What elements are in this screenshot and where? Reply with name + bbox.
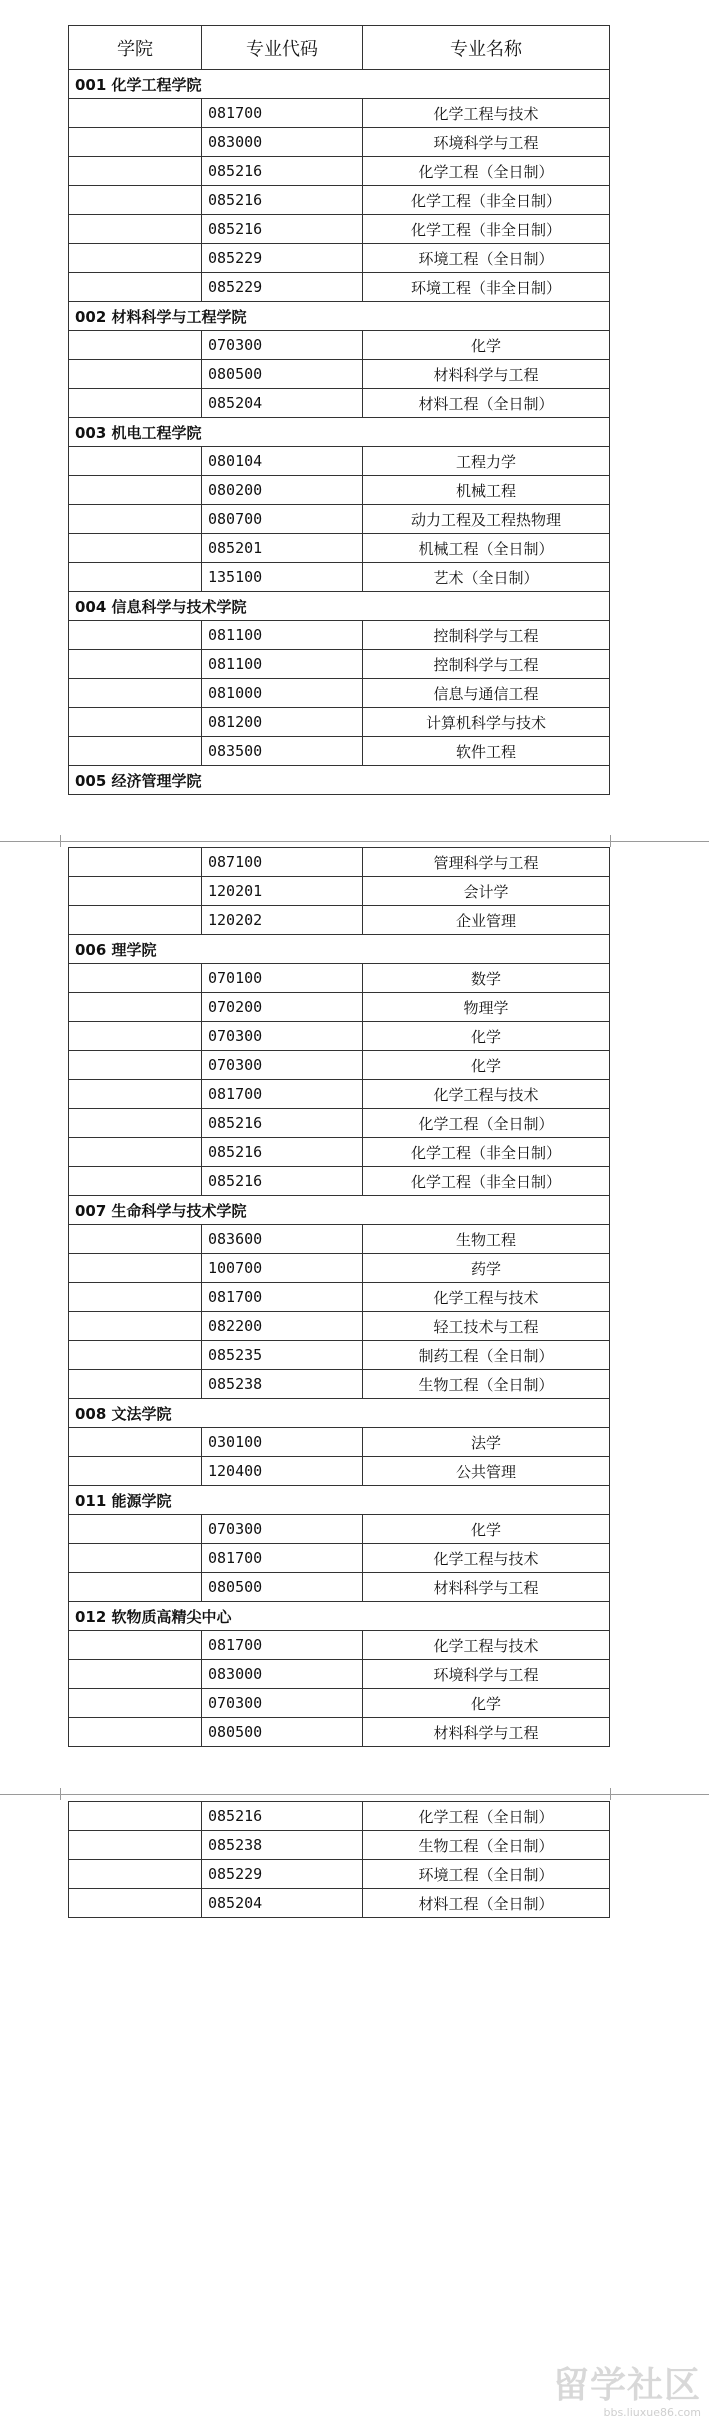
major-name: 机械工程（全日制） xyxy=(363,534,610,563)
college-cell xyxy=(69,534,202,563)
college-cell xyxy=(69,1802,202,1831)
major-code: 081200 xyxy=(202,708,363,737)
college-cell xyxy=(69,1312,202,1341)
major-code: 085229 xyxy=(202,273,363,302)
table-row xyxy=(69,157,610,186)
major-name: 材料科学与工程 xyxy=(363,1573,610,1602)
watermark-brand: 留学社区 xyxy=(552,2365,701,2406)
table-row xyxy=(69,1370,610,1399)
major-code: 085216 xyxy=(202,186,363,215)
table-row xyxy=(69,1312,610,1341)
college-cell xyxy=(69,128,202,157)
major-name: 化学工程（全日制） xyxy=(363,1802,610,1831)
table-row xyxy=(69,1660,610,1689)
major-name: 动力工程及工程热物理 xyxy=(363,505,610,534)
major-code: 081700 xyxy=(202,1631,363,1660)
table-row xyxy=(69,1544,610,1573)
college-cell xyxy=(69,1573,202,1602)
major-name: 环境科学与工程 xyxy=(363,1660,610,1689)
college-name: 006 理学院 xyxy=(69,935,610,964)
college-cell xyxy=(69,186,202,215)
college-name: 011 能源学院 xyxy=(69,1486,610,1515)
major-code: 085216 xyxy=(202,1167,363,1196)
major-code: 087100 xyxy=(202,848,363,877)
college-cell xyxy=(69,244,202,273)
college-name: 005 经济管理学院 xyxy=(69,766,610,795)
table-row xyxy=(69,1022,610,1051)
college-name: 008 文法学院 xyxy=(69,1399,610,1428)
header-college: 学院 xyxy=(69,26,202,70)
college-cell xyxy=(69,1022,202,1051)
college-row xyxy=(69,766,610,795)
major-name: 制药工程（全日制） xyxy=(363,1341,610,1370)
college-cell xyxy=(69,1341,202,1370)
table-row xyxy=(69,1109,610,1138)
table-row xyxy=(69,186,610,215)
major-name: 计算机科学与技术 xyxy=(363,708,610,737)
major-name: 化学 xyxy=(363,1051,610,1080)
major-code: 120400 xyxy=(202,1457,363,1486)
college-name: 003 机电工程学院 xyxy=(69,418,610,447)
table-row xyxy=(69,128,610,157)
major-name: 化学工程与技术 xyxy=(363,1080,610,1109)
major-name: 化学工程与技术 xyxy=(363,1544,610,1573)
table-row xyxy=(69,1457,610,1486)
major-code: 070300 xyxy=(202,1689,363,1718)
major-name: 机械工程 xyxy=(363,476,610,505)
major-name: 信息与通信工程 xyxy=(363,679,610,708)
major-code: 082200 xyxy=(202,1312,363,1341)
table-row xyxy=(69,1080,610,1109)
college-row xyxy=(69,1196,610,1225)
table-row xyxy=(69,708,610,737)
table-row xyxy=(69,476,610,505)
table-row xyxy=(69,1573,610,1602)
major-name: 材料科学与工程 xyxy=(363,1718,610,1747)
table-row xyxy=(69,1718,610,1747)
college-cell xyxy=(69,505,202,534)
major-code: 080500 xyxy=(202,360,363,389)
college-cell xyxy=(69,1254,202,1283)
major-code: 081000 xyxy=(202,679,363,708)
table-row xyxy=(69,360,610,389)
college-cell xyxy=(69,331,202,360)
college-cell xyxy=(69,99,202,128)
table-row xyxy=(69,877,610,906)
major-name: 生物工程（全日制） xyxy=(363,1831,610,1860)
college-cell xyxy=(69,1283,202,1312)
table-row xyxy=(69,1341,610,1370)
table-row xyxy=(69,447,610,476)
major-name: 化学 xyxy=(363,1689,610,1718)
major-code: 081700 xyxy=(202,1080,363,1109)
college-cell xyxy=(69,1889,202,1918)
college-cell xyxy=(69,964,202,993)
college-cell xyxy=(69,708,202,737)
header-code: 专业代码 xyxy=(202,26,363,70)
major-name: 环境工程（全日制） xyxy=(363,244,610,273)
major-code: 070300 xyxy=(202,1022,363,1051)
table-row xyxy=(69,99,610,128)
major-name: 软件工程 xyxy=(363,737,610,766)
college-name: 007 生命科学与技术学院 xyxy=(69,1196,610,1225)
major-code: 030100 xyxy=(202,1428,363,1457)
table-row xyxy=(69,505,610,534)
table-row xyxy=(69,1051,610,1080)
major-code: 070300 xyxy=(202,1515,363,1544)
major-code: 070100 xyxy=(202,964,363,993)
major-code: 120201 xyxy=(202,877,363,906)
major-code: 085238 xyxy=(202,1831,363,1860)
major-name: 环境工程（非全日制） xyxy=(363,273,610,302)
table-row xyxy=(69,679,610,708)
college-cell xyxy=(69,1051,202,1080)
major-name: 管理科学与工程 xyxy=(363,848,610,877)
major-name: 控制科学与工程 xyxy=(363,650,610,679)
major-name: 生物工程 xyxy=(363,1225,610,1254)
college-cell xyxy=(69,1457,202,1486)
major-code: 085201 xyxy=(202,534,363,563)
page-break-2 xyxy=(0,1788,709,1802)
table-row xyxy=(69,1860,610,1889)
major-name: 生物工程（全日制） xyxy=(363,1370,610,1399)
majors-table xyxy=(68,847,610,1747)
college-cell xyxy=(69,360,202,389)
table-row xyxy=(69,1225,610,1254)
major-name: 艺术（全日制） xyxy=(363,563,610,592)
major-name: 化学工程（全日制） xyxy=(363,1109,610,1138)
major-code: 081700 xyxy=(202,1283,363,1312)
major-name: 药学 xyxy=(363,1254,610,1283)
college-cell xyxy=(69,389,202,418)
major-name: 法学 xyxy=(363,1428,610,1457)
table-row xyxy=(69,331,610,360)
college-row xyxy=(69,1602,610,1631)
major-name: 化学工程（非全日制） xyxy=(363,1167,610,1196)
major-name: 化学工程（非全日制） xyxy=(363,186,610,215)
major-code: 083000 xyxy=(202,1660,363,1689)
table-row xyxy=(69,1167,610,1196)
college-cell xyxy=(69,1831,202,1860)
major-code: 085216 xyxy=(202,157,363,186)
table-row xyxy=(69,1889,610,1918)
college-row xyxy=(69,418,610,447)
college-cell xyxy=(69,621,202,650)
watermark-url: bbs.liuxue86.com xyxy=(603,2406,701,2419)
major-code: 070200 xyxy=(202,993,363,1022)
college-cell xyxy=(69,1689,202,1718)
table-row xyxy=(69,848,610,877)
college-cell xyxy=(69,1631,202,1660)
college-cell xyxy=(69,273,202,302)
college-cell xyxy=(69,993,202,1022)
college-cell xyxy=(69,1225,202,1254)
table-row xyxy=(69,1428,610,1457)
college-cell xyxy=(69,1660,202,1689)
college-cell xyxy=(69,1718,202,1747)
table-row xyxy=(69,1515,610,1544)
major-code: 083600 xyxy=(202,1225,363,1254)
table-row xyxy=(69,1254,610,1283)
table-row xyxy=(69,1631,610,1660)
table-row xyxy=(69,1802,610,1831)
major-name: 环境工程（全日制） xyxy=(363,1860,610,1889)
table-page-2 xyxy=(68,847,609,1747)
college-cell xyxy=(69,906,202,935)
watermark-logo xyxy=(531,2366,701,2422)
major-name: 化学工程与技术 xyxy=(363,1631,610,1660)
major-name: 化学 xyxy=(363,1022,610,1051)
college-row xyxy=(69,592,610,621)
major-code: 081100 xyxy=(202,650,363,679)
college-cell xyxy=(69,563,202,592)
college-row xyxy=(69,302,610,331)
college-cell xyxy=(69,1138,202,1167)
table-row xyxy=(69,273,610,302)
major-name: 化学 xyxy=(363,331,610,360)
college-cell xyxy=(69,1109,202,1138)
college-name: 002 材料科学与工程学院 xyxy=(69,302,610,331)
major-code: 135100 xyxy=(202,563,363,592)
major-code: 085229 xyxy=(202,244,363,273)
college-row xyxy=(69,1486,610,1515)
table-row xyxy=(69,906,610,935)
major-code: 083000 xyxy=(202,128,363,157)
major-name: 化学工程（非全日制） xyxy=(363,1138,610,1167)
college-cell xyxy=(69,1428,202,1457)
table-row xyxy=(69,1283,610,1312)
major-name: 工程力学 xyxy=(363,447,610,476)
major-code: 085216 xyxy=(202,1109,363,1138)
table-row xyxy=(69,1689,610,1718)
college-cell xyxy=(69,157,202,186)
major-name: 化学工程与技术 xyxy=(363,99,610,128)
college-cell xyxy=(69,737,202,766)
college-name: 004 信息科学与技术学院 xyxy=(69,592,610,621)
table-row xyxy=(69,621,610,650)
major-code: 080500 xyxy=(202,1573,363,1602)
table-page-3 xyxy=(68,1801,609,1918)
table-row xyxy=(69,737,610,766)
majors-table xyxy=(68,25,610,795)
header-name: 专业名称 xyxy=(363,26,610,70)
major-code: 085204 xyxy=(202,1889,363,1918)
major-code: 070300 xyxy=(202,331,363,360)
major-name: 会计学 xyxy=(363,877,610,906)
table-row xyxy=(69,650,610,679)
college-cell xyxy=(69,215,202,244)
college-name: 012 软物质高精尖中心 xyxy=(69,1602,610,1631)
table-row xyxy=(69,215,610,244)
major-code: 083500 xyxy=(202,737,363,766)
major-code: 080700 xyxy=(202,505,363,534)
major-code: 080200 xyxy=(202,476,363,505)
major-code: 081700 xyxy=(202,1544,363,1573)
major-name: 材料科学与工程 xyxy=(363,360,610,389)
major-name: 材料工程（全日制） xyxy=(363,389,610,418)
college-cell xyxy=(69,848,202,877)
major-name: 化学工程（非全日制） xyxy=(363,215,610,244)
header-row xyxy=(69,26,610,70)
major-name: 控制科学与工程 xyxy=(363,621,610,650)
college-cell xyxy=(69,476,202,505)
major-name: 企业管理 xyxy=(363,906,610,935)
college-row xyxy=(69,70,610,99)
major-code: 100700 xyxy=(202,1254,363,1283)
major-code: 080104 xyxy=(202,447,363,476)
table-row xyxy=(69,964,610,993)
major-name: 化学工程与技术 xyxy=(363,1283,610,1312)
major-name: 数学 xyxy=(363,964,610,993)
college-cell xyxy=(69,1544,202,1573)
major-name: 环境科学与工程 xyxy=(363,128,610,157)
major-code: 085216 xyxy=(202,1802,363,1831)
table-row xyxy=(69,244,610,273)
major-name: 材料工程（全日制） xyxy=(363,1889,610,1918)
college-cell xyxy=(69,679,202,708)
major-code: 081100 xyxy=(202,621,363,650)
college-row xyxy=(69,1399,610,1428)
table-page-1 xyxy=(68,25,609,795)
major-code: 085235 xyxy=(202,1341,363,1370)
majors-table xyxy=(68,1801,610,1918)
major-code: 085238 xyxy=(202,1370,363,1399)
major-name: 公共管理 xyxy=(363,1457,610,1486)
college-cell xyxy=(69,1860,202,1889)
college-cell xyxy=(69,877,202,906)
major-name: 化学 xyxy=(363,1515,610,1544)
major-code: 085216 xyxy=(202,1138,363,1167)
major-code: 085216 xyxy=(202,215,363,244)
major-code: 085229 xyxy=(202,1860,363,1889)
college-cell xyxy=(69,1515,202,1544)
table-row xyxy=(69,563,610,592)
college-cell xyxy=(69,650,202,679)
major-code: 120202 xyxy=(202,906,363,935)
college-cell xyxy=(69,447,202,476)
major-code: 085204 xyxy=(202,389,363,418)
major-name: 物理学 xyxy=(363,993,610,1022)
major-name: 化学工程（全日制） xyxy=(363,157,610,186)
table-row xyxy=(69,389,610,418)
table-row xyxy=(69,1138,610,1167)
college-cell xyxy=(69,1080,202,1109)
major-name: 轻工技术与工程 xyxy=(363,1312,610,1341)
table-row xyxy=(69,993,610,1022)
major-code: 080500 xyxy=(202,1718,363,1747)
college-cell xyxy=(69,1167,202,1196)
college-name: 001 化学工程学院 xyxy=(69,70,610,99)
major-code: 081700 xyxy=(202,99,363,128)
college-cell xyxy=(69,1370,202,1399)
college-row xyxy=(69,935,610,964)
major-code: 070300 xyxy=(202,1051,363,1080)
table-row xyxy=(69,534,610,563)
table-row xyxy=(69,1831,610,1860)
